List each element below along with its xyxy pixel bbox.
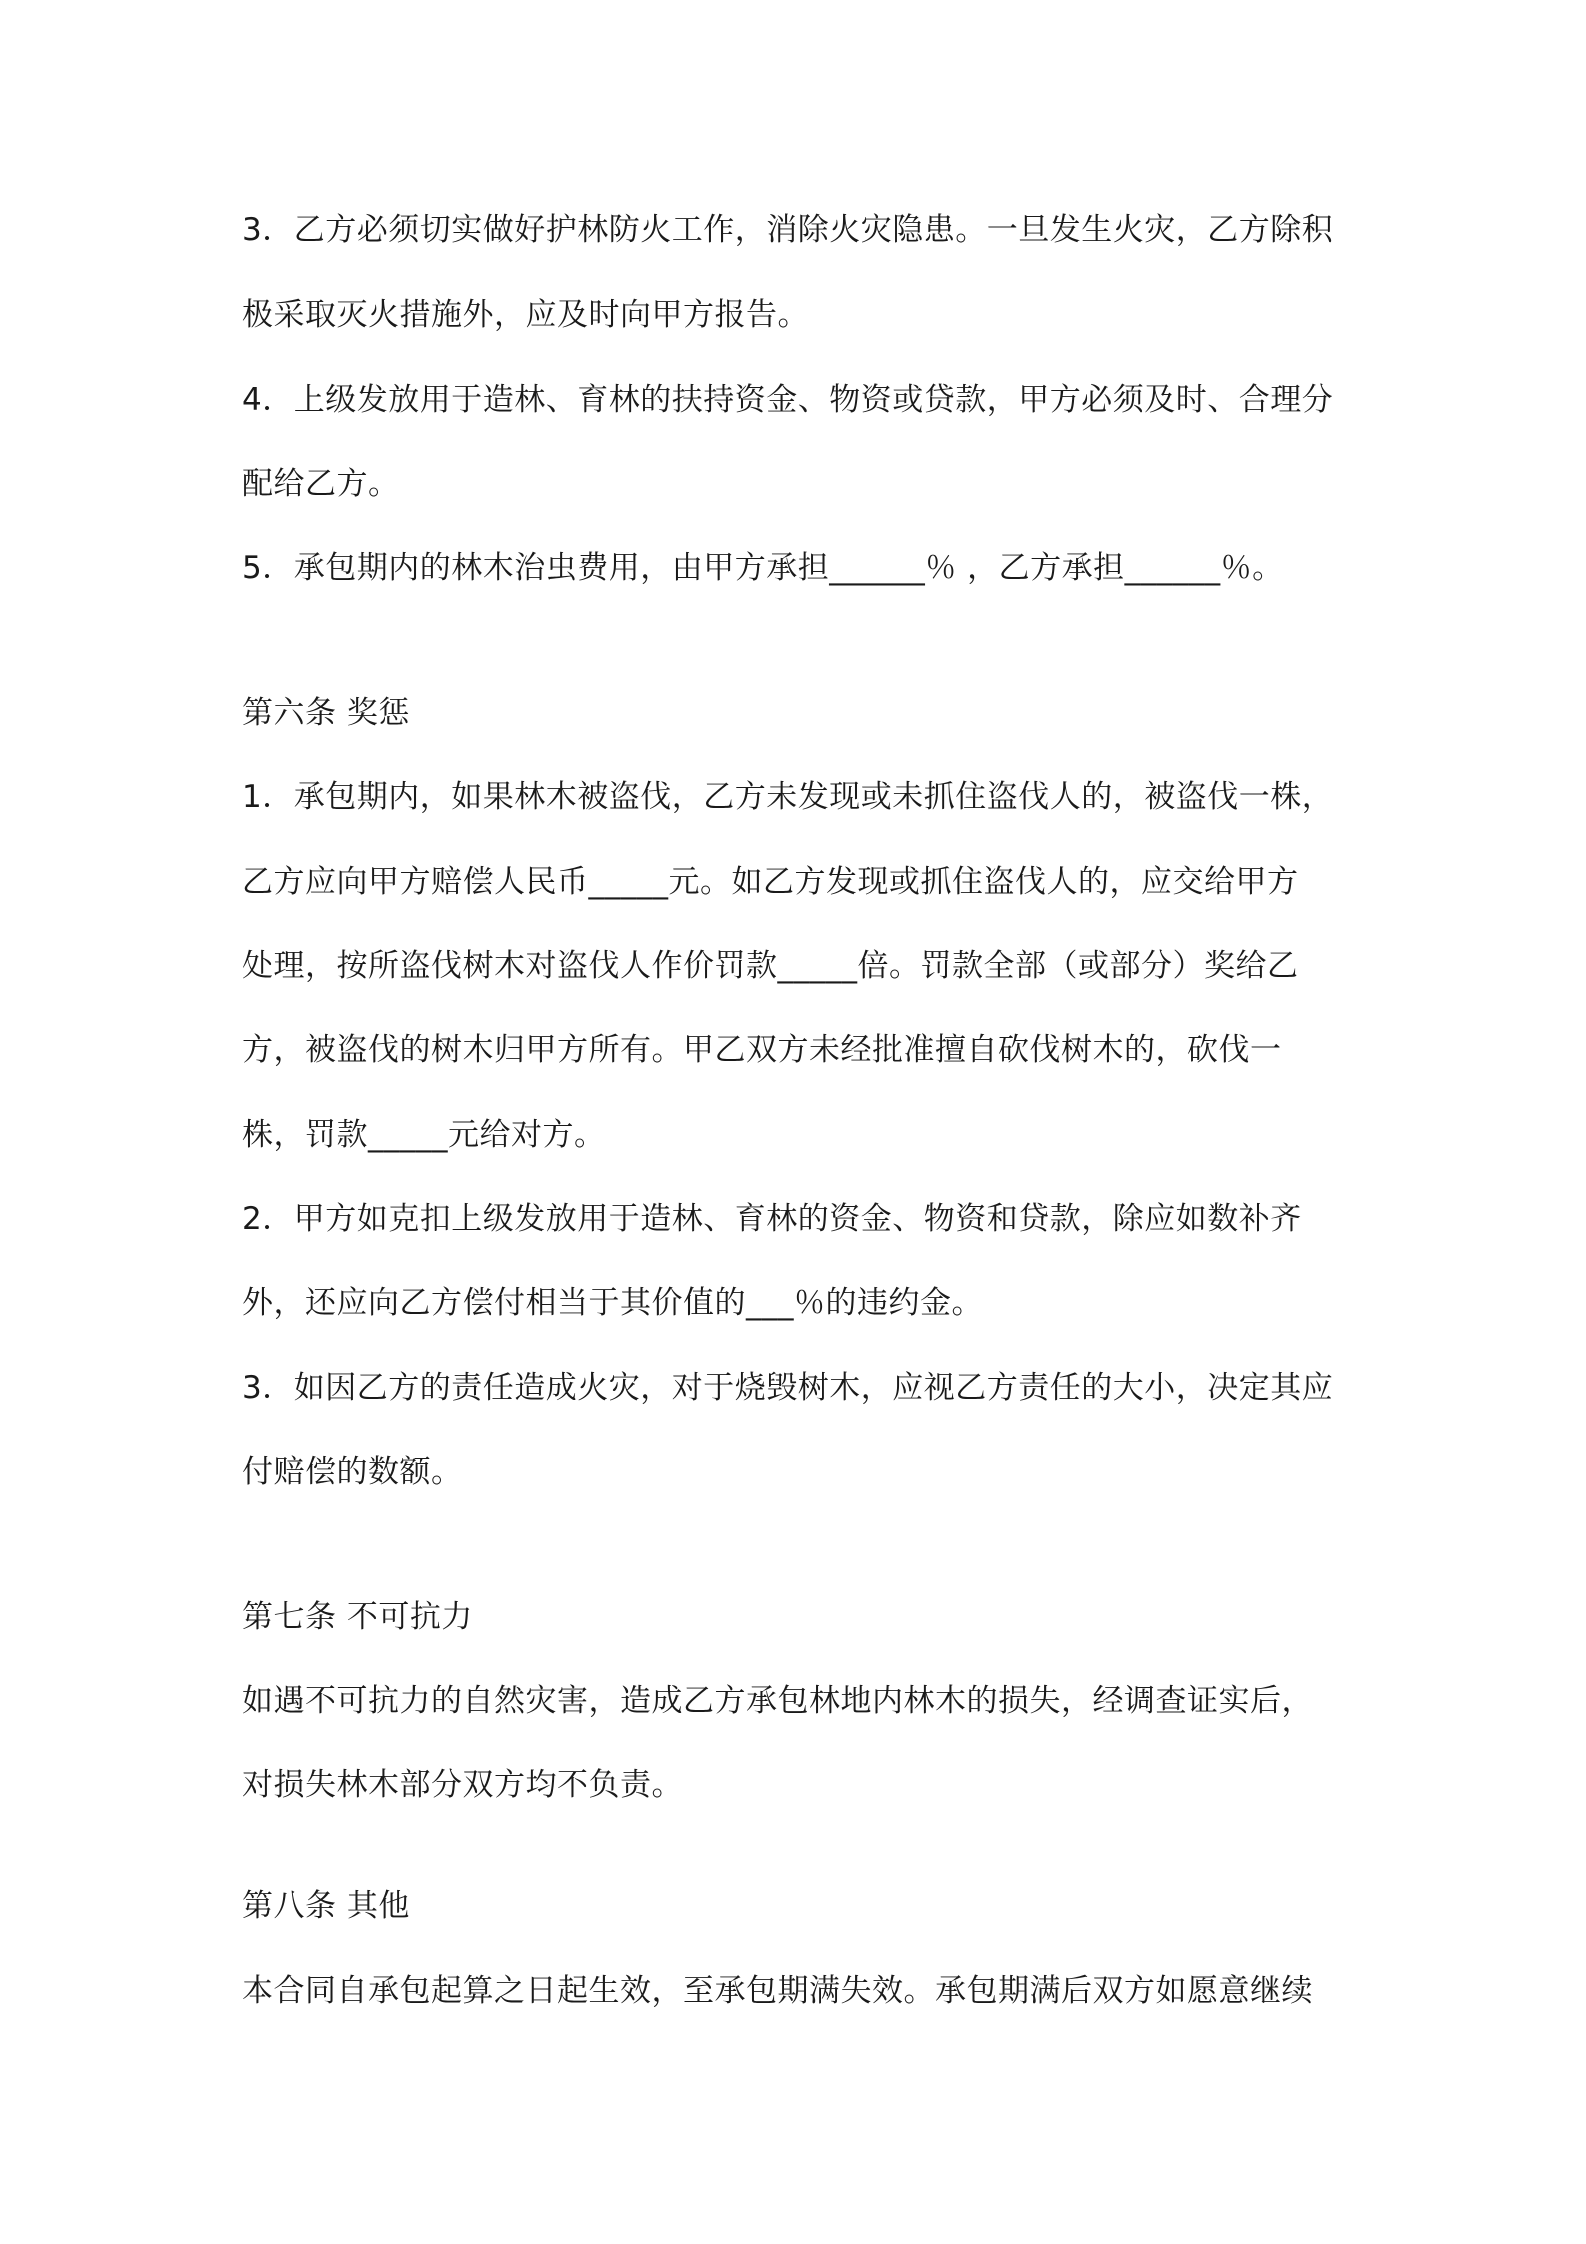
article-6-heading: 第六条 奖惩 [242,695,410,731]
clause-5-5-line-1: 5．承包期内的林木治虫费用，由甲方承担______％ ，乙方承担______％。 [242,550,1284,586]
clause-6-1-line-2: 乙方应向甲方赔偿人民币_____元。如乙方发现或抓住盗伐人的，应交给甲方 [242,864,1299,900]
article-7-heading: 第七条 不可抗力 [242,1599,473,1635]
article-7-line-1: 如遇不可抗力的自然灾害，造成乙方承包林地内林木的损失，经调查证实后， [242,1683,1313,1719]
clause-5-3-line-1: 3．乙方必须切实做好护林防火工作，消除火灾隐患。一旦发生火灾，乙方除积 [242,212,1334,248]
clause-6-1-line-1: 1．承包期内，如果林木被盗伐，乙方未发现或未抓住盗伐人的，被盗伐一株， [242,779,1334,815]
clause-6-2-line-1: 2．甲方如克扣上级发放用于造林、育林的资金、物资和贷款，除应如数补齐 [242,1201,1302,1237]
clause-6-3-line-2: 付赔偿的数额。 [242,1454,463,1490]
clause-5-4-line-2: 配给乙方。 [242,466,400,502]
clause-6-1-line-3: 处理，按所盗伐树木对盗伐人作价罚款_____倍。罚款全部（或部分）奖给乙 [242,948,1299,984]
clause-6-2-line-2: 外，还应向乙方偿付相当于其价值的___％的违约金。 [242,1285,983,1321]
clause-6-1-line-4: 方，被盗伐的树木归甲方所有。甲乙双方未经批准擅自砍伐树木的，砍伐一 [242,1032,1282,1068]
article-8-heading: 第八条 其他 [242,1888,410,1924]
clause-6-1-line-5: 株，罚款_____元给对方。 [242,1117,606,1153]
article-7-line-2: 对损失林木部分双方均不负责。 [242,1767,683,1803]
clause-5-4-line-1: 4．上级发放用于造林、育林的扶持资金、物资或贷款，甲方必须及时、合理分 [242,382,1334,418]
article-8-line-1: 本合同自承包起算之日起生效，至承包期满失效。承包期满后双方如愿意继续 [242,1973,1313,2009]
clause-6-3-line-1: 3．如因乙方的责任造成火灾，对于烧毁树木，应视乙方责任的大小，决定其应 [242,1370,1334,1406]
clause-5-3-line-2: 极采取灭火措施外，应及时向甲方报告。 [242,297,809,333]
